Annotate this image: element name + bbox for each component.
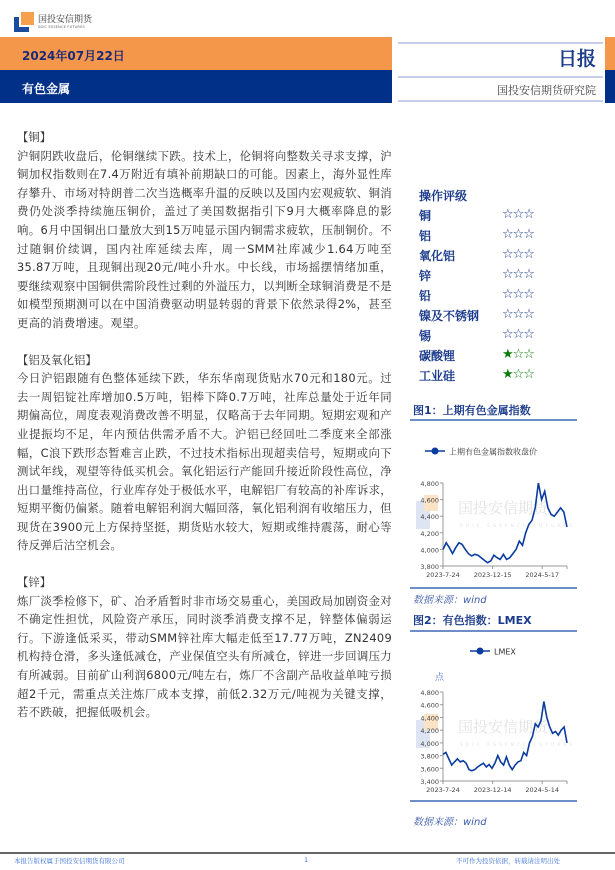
figure-source: 数据来源：wind bbox=[413, 595, 487, 606]
y-tick-label: 4,000 bbox=[420, 739, 439, 748]
y-tick-label: 4,200 bbox=[420, 529, 439, 538]
x-tick-label: 2023-12-15 bbox=[473, 571, 512, 579]
x-tick-label: 2023-7-24 bbox=[426, 786, 460, 794]
article-title: 【铝及氧化铝】 bbox=[17, 352, 97, 367]
article-zinc bbox=[17, 573, 392, 722]
watermark-text: 国投安信期货 bbox=[458, 499, 549, 517]
x-tick-label: 2024-5-14 bbox=[525, 786, 560, 794]
y-axis-unit: 点 bbox=[435, 673, 445, 683]
report-section: 有色金属 bbox=[22, 82, 71, 96]
logo-mark-icon bbox=[14, 12, 34, 32]
report-date: 2024年07月22日 bbox=[22, 49, 125, 63]
commentary-column bbox=[17, 128, 392, 722]
y-tick-label: 4,400 bbox=[420, 714, 439, 723]
rating-stars-icon: ★☆☆ bbox=[502, 347, 534, 362]
legend-marker-icon bbox=[432, 448, 439, 455]
rating-row bbox=[419, 307, 559, 324]
chart-shfe-index bbox=[410, 421, 580, 586]
watermark-subtext: SDIC ESSENCE FUTURES bbox=[460, 524, 576, 529]
legend-marker-icon bbox=[477, 648, 484, 655]
rating-metal: 镍及不锈钢 bbox=[419, 309, 480, 323]
report-type: 日报 bbox=[557, 48, 596, 70]
x-tick-label: 2023-7-24 bbox=[426, 571, 460, 579]
rating-title: 操作评级 bbox=[419, 189, 468, 203]
y-tick-label: 4,800 bbox=[420, 480, 439, 488]
series-line bbox=[443, 483, 567, 563]
rating-stars-icon: ☆☆☆ bbox=[502, 287, 534, 302]
y-tick-label: 4,600 bbox=[420, 701, 439, 710]
footer-copyright: 本报告版权属于国投安信期货有限公司 bbox=[14, 857, 125, 865]
rating-row bbox=[419, 367, 559, 384]
y-tick-label: 4,800 bbox=[420, 689, 439, 697]
rating-metal: 铝 bbox=[419, 229, 432, 243]
chart-lmex bbox=[410, 632, 580, 800]
footer-disclaimer: 不可作为投资依据，转载请注明出处 bbox=[456, 857, 560, 865]
rating-stars-icon: ☆☆☆ bbox=[502, 267, 534, 282]
article-title: 【铜】 bbox=[17, 130, 52, 144]
watermark-subtext: SDIC ESSENCE FUTURES bbox=[460, 743, 576, 748]
figure-title: 图2：有色指数：LMEX bbox=[413, 614, 532, 627]
footer-divider bbox=[0, 852, 615, 854]
rating-stars-icon: ☆☆☆ bbox=[502, 307, 534, 322]
article-body: 今日沪铝跟随有色整体延续下跌，华东华南现货贴水70元和180元。过去一周铝锭社库增加0.5万吨，铝棒下降0.7万吨，社库总量处于近年同期偏高位，周度表观消费改善不明显，仅略高于去年同期。短期宏观和产业提振均不足，年内预估供需矛盾不大。沪铝已经回吐二季度来全部涨幅，C浪下跌形态暂难言止跌，不过技术指标出现超卖信号，短期或向下测试年线，观望等待低买机会。氧化铝运行产能回升接近阶段性高位，净出口量维持高位，行业库存处于极低水平，电解铝厂有较高的补库诉求，短期平衡仍偏紧。随着电解铝利润大幅回落，氧化铝利润有收缩压力，但现货在3900元上方保持坚挺，期货贴水较大，短期或维持震荡，耐心等待反弹后沽空机会。 bbox=[17, 371, 392, 553]
watermark-text: 国投安信期货 bbox=[458, 718, 549, 736]
rating-stars-icon: ☆☆☆ bbox=[502, 327, 534, 342]
y-tick-label: 4,000 bbox=[420, 546, 439, 555]
article-body: 炼厂淡季检修下，矿、冶矛盾暂时非市场交易重心，美国政局加剧资金对不确定性担忧，风险资产承压，同时淡季消费支撑不足，锌整体偏弱运行。下游逢低采买，带动SMM锌社库大幅走低至17.77万吨，ZN2409机构持仓滑，多头逢低减仓，产业保值空头有所减仓，锌进一步回调压力有所减弱。目前矿山利润6800元/吨左右，炼厂不含副产品收益单吨亏损超2千元，需重点关注炼厂成本支撑，前低2.32万元/吨视为关键支撑，若不跌破，把握低吸机会。 bbox=[17, 593, 392, 720]
y-tick-label: 4,400 bbox=[420, 513, 439, 522]
rating-metal: 氧化铝 bbox=[419, 249, 456, 263]
rating-metal: 铅 bbox=[419, 289, 432, 303]
article-title: 【锌】 bbox=[17, 575, 52, 590]
logo-subtext: SDIC ESSENCE FUTURES bbox=[38, 25, 85, 29]
legend-label: 上期有色金属指数收盘价 bbox=[449, 447, 537, 457]
y-tick-label: 3,800 bbox=[420, 563, 439, 571]
article-aluminum bbox=[17, 351, 392, 556]
company-logo bbox=[14, 12, 92, 32]
divider bbox=[398, 76, 603, 78]
rating-metal: 锡 bbox=[419, 329, 432, 343]
rating-stars-icon: ☆☆☆ bbox=[502, 227, 534, 242]
divider bbox=[410, 800, 577, 802]
rating-row bbox=[419, 207, 559, 224]
banner-accent bbox=[605, 70, 615, 103]
rating-metal: 锌 bbox=[419, 269, 432, 283]
legend-label: LMEX bbox=[494, 647, 516, 657]
rating-stars-icon: ☆☆☆ bbox=[502, 207, 534, 222]
figure-source: 数据来源：wind bbox=[413, 817, 487, 828]
rating-metal: 工业硅 bbox=[419, 369, 456, 383]
rating-row bbox=[419, 347, 559, 364]
rating-row bbox=[419, 227, 559, 244]
divider bbox=[398, 100, 603, 102]
rating-metal: 铜 bbox=[419, 209, 432, 223]
series-line bbox=[443, 702, 567, 771]
article-body: 沪铜阴跌收盘后，伦铜继续下跌。技术上，伦铜将向整数关寻求支撑，沪铜加权指数则在7.4万附近有填补前期缺口的可能。因素上，海外显性库存攀升、市场对特朗普二次当选概率升温的反映以及国内宏观疲软、铜消费仍处淡季持续施压铜价，盖过了美国数据指引下9月大概率降息的影响。6月中国铜出口量放大到15万吨显示国内铜需求疲软，压制铜价。不过随铜价续调，国内社库延续去库，周一SMM社库减少1.64万吨至35.87万吨，且现铜出现20元/吨小升水。中长线，市场摇摆情绪加重，要继续观察中国铜供需阶段性过剩的外溢压力，以判断全球铜消费是不是如模型预期测可以在中国消费驱动明显转弱的背景下依然录得2%，甚至更高的消费增速。观望。 bbox=[17, 148, 392, 330]
page-number: 1 bbox=[304, 856, 309, 864]
institute-name: 国投安信期货研究院 bbox=[497, 84, 596, 97]
y-tick-label: 3,400 bbox=[420, 778, 439, 786]
y-tick-label: 4,600 bbox=[420, 496, 439, 505]
banner-accent bbox=[605, 37, 615, 70]
article-copper bbox=[17, 128, 392, 333]
rating-stars-icon: ☆☆☆ bbox=[502, 247, 534, 262]
x-tick-label: 2023-12-14 bbox=[473, 786, 512, 794]
x-tick-label: 2024-5-17 bbox=[525, 571, 560, 579]
logo-text: 国投安信期货 bbox=[38, 15, 93, 25]
rating-row bbox=[419, 287, 559, 304]
rating-row bbox=[419, 327, 559, 344]
rating-row bbox=[419, 247, 559, 264]
figure-title: 图1：上期有色金属指数 bbox=[413, 404, 531, 417]
rating-stars-icon: ★☆☆ bbox=[502, 367, 534, 382]
y-tick-label: 4,200 bbox=[420, 727, 439, 736]
y-tick-label: 3,800 bbox=[420, 752, 439, 761]
y-tick-label: 3,600 bbox=[420, 765, 439, 774]
rating-row bbox=[419, 267, 559, 284]
rating-metal: 碳酸锂 bbox=[419, 349, 456, 363]
divider bbox=[410, 587, 577, 589]
